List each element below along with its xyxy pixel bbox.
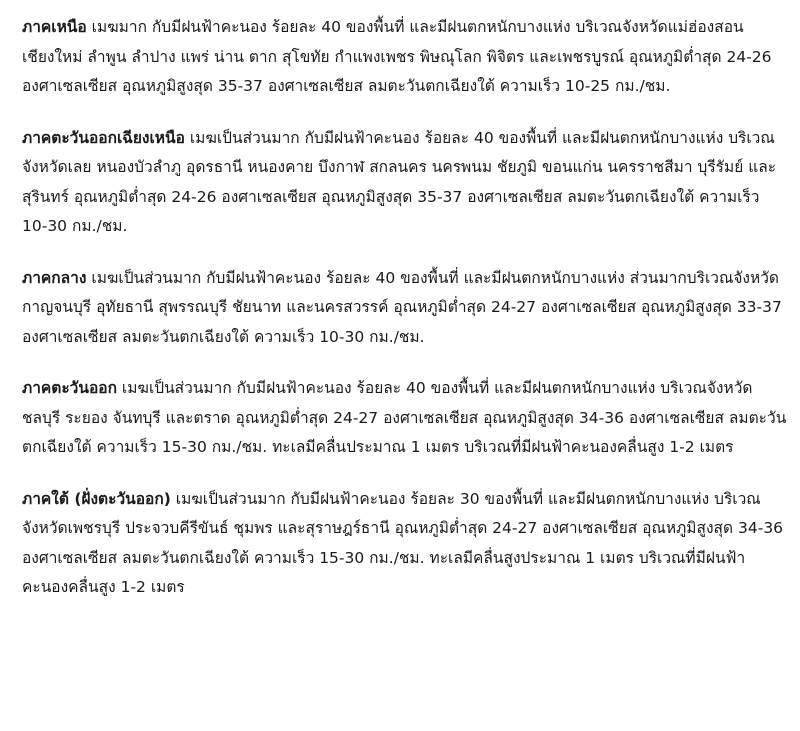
region-south-east-coast-text: เมฆเป็นส่วนมาก กับมีฝนฟ้าคะนอง ร้อยละ 30 ของพื้นที่ และมีฝนตกหนักบางแห่ง บริเวณจังหวัดเพชรบุรี ประจวบคีรีขันธ์ ชุมพร และสุราษฎร์ธานี อุณหภูมิต่ำสุด 24-27 องศาเซลเซียส อุณหภูมิสูงสุด 34-36 องศาเซลเซียส ลมตะวันตกเฉียงใต้ ความเร็ว 15-30 กม./ชม. ทะเลมีคลื่นสูงประมาณ 1 เมตร บริเวณที่มีฝนฟ้าคะนองคลื่นสูง 1-2 เมตร	[22, 489, 784, 596]
region-north-name: ภาคเหนือ	[22, 18, 87, 36]
region-east-paragraph	[22, 374, 787, 463]
truncated-next-paragraph	[22, 718, 782, 731]
region-east-name: ภาคตะวันออก	[22, 379, 117, 397]
region-east-text: เมฆเป็นส่วนมาก กับมีฝนฟ้าคะนอง ร้อยละ 40 ของพื้นที่ และมีฝนตกหนักบางแห่ง บริเวณจังหวัดชลบุรี ระยอง จันทบุรี และตราด อุณหภูมิต่ำสุด 24-27 องศาเซลเซียส อุณหภูมิสูงสุด 34-36 องศาเซลเซียส ลมตะวันตกเฉียงใต้ ความเร็ว 15-30 กม./ชม. ทะเลมีคลื่นประมาณ 1 เมตร บริเวณที่มีฝนฟ้าคะนองคลื่นสูง 1-2 เมตร	[22, 379, 787, 456]
region-northeast-paragraph	[22, 124, 787, 242]
region-central-paragraph	[22, 264, 787, 353]
region-central-text: เมฆเป็นส่วนมาก กับมีฝนฟ้าคะนอง ร้อยละ 40 ของพื้นที่ และมีฝนตกหนักบางแห่ง ส่วนมากบริเวณจังหวัดกาญจนบุรี อุทัยธานี สุพรรณบุรี ชัยนาท และนครสวรรค์ อุณหภูมิต่ำสุด 24-27 องศาเซลเซียส อุณหภูมิสูงสุด 33-37 องศาเซลเซียส ลมตะวันตกเฉียงใต้ ความเร็ว 10-30 กม./ชม.	[22, 268, 782, 346]
region-south-east-coast-name: ภาคใต้ (ฝั่งตะวันออก)	[22, 489, 171, 508]
region-south-east-coast-paragraph	[22, 485, 787, 603]
region-northeast-name: ภาคตะวันออกเฉียงเหนือ	[22, 128, 185, 147]
region-northeast-text: เมฆเป็นส่วนมาก กับมีฝนฟ้าคะนอง ร้อยละ 40 ของพื้นที่ และมีฝนตกหนักบางแห่ง บริเวณจังหวัดเลย หนองบัวลำภู อุดรธานี หนองคาย บึงกาฬ สกลนคร นครพนม ชัยภูมิ ขอนแก่น นครราชสีมา บุรีรัมย์ และสุรินทร์ อุณหภูมิต่ำสุด 24-26 องศาเซลเซียส อุณหภูมิสูงสุด 35-37 องศาเซลเซียส ลมตะวันตกเฉียงใต้ ความเร็ว 10-30 กม./ชม.	[22, 128, 777, 235]
region-north-paragraph	[22, 13, 787, 102]
weather-forecast-document	[22, 13, 787, 625]
region-north-text: เมฆมาก กับมีฝนฟ้าคะนอง ร้อยละ 40 ของพื้นที่ และมีฝนตกหนักบางแห่ง บริเวณจังหวัดแม่ฮ่องสอน เชียงใหม่ ลำพูน ลำปาง แพร่ น่าน ตาก สุโขทัย กำแพงเพชร พิษณุโลก พิจิตร และเพชรบูรณ์ อุณหภูมิต่ำสุด 24-26 องศาเซลเซียส อุณหภูมิสูงสุด 35-37 องศาเซลเซียส ลมตะวันตกเฉียงใต้ ความเร็ว 10-25 กม./ชม.	[22, 18, 772, 95]
region-central-name: ภาคกลาง	[22, 268, 87, 287]
